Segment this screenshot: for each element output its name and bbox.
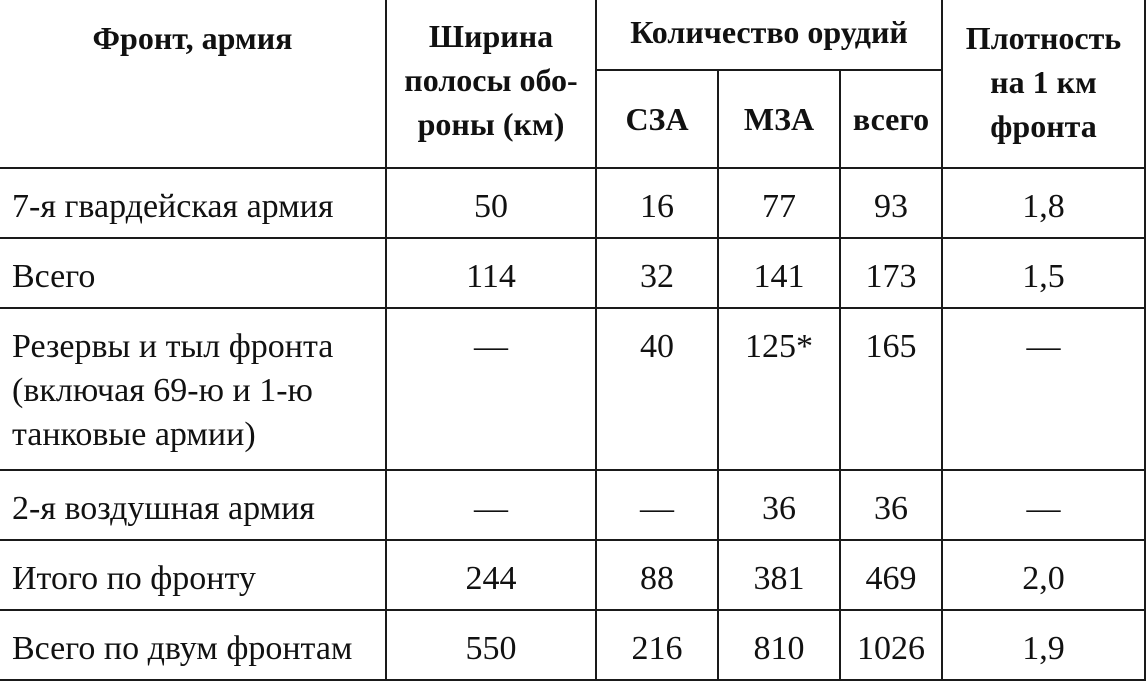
- table-row: [0, 540, 1145, 610]
- table-row: [0, 308, 1145, 470]
- row-name-line: Резервы и тыл фронта: [12, 328, 334, 365]
- header-sza: СЗА: [596, 70, 718, 168]
- header-defense-width-line-2: полосы обо-: [404, 62, 578, 98]
- header-front-army: Фронт, армия: [0, 0, 386, 168]
- header-density-line-1: Плотность: [965, 20, 1122, 56]
- row-name: [0, 238, 386, 308]
- cell-density: —: [942, 308, 1145, 470]
- cell-width: —: [386, 470, 596, 540]
- row-name-line: танковые армии): [12, 416, 256, 453]
- cell-total: 1026: [840, 610, 942, 680]
- row-name-line: 2-я воздушная армия: [12, 490, 315, 527]
- row-name: [0, 168, 386, 238]
- cell-sza: 16: [596, 168, 718, 238]
- cell-width: 114: [386, 238, 596, 308]
- row-name-line: Итого по фронту: [12, 560, 256, 597]
- header-density-line-3: фронта: [990, 108, 1097, 144]
- cell-width: 50: [386, 168, 596, 238]
- row-name: [0, 540, 386, 610]
- cell-total: 173: [840, 238, 942, 308]
- cell-sza: 88: [596, 540, 718, 610]
- header-defense-width: [386, 0, 596, 168]
- cell-total: 469: [840, 540, 942, 610]
- cell-mza: 381: [718, 540, 840, 610]
- row-name-line: (включая 69-ю и 1-ю: [12, 372, 313, 409]
- cell-total: 36: [840, 470, 942, 540]
- row-name: [0, 470, 386, 540]
- header-density-line-2: на 1 км: [990, 64, 1097, 100]
- cell-mza: 141: [718, 238, 840, 308]
- header-total: всего: [840, 70, 942, 168]
- row-name: [0, 610, 386, 680]
- row-name-line: Всего по двум фронтам: [12, 630, 353, 667]
- cell-mza: 77: [718, 168, 840, 238]
- table-row: [0, 238, 1145, 308]
- cell-total: 165: [840, 308, 942, 470]
- cell-sza: 216: [596, 610, 718, 680]
- table-row: [0, 610, 1145, 680]
- table-row: [0, 470, 1145, 540]
- header-density: [942, 0, 1145, 168]
- header-gun-count: Количество орудий: [596, 0, 942, 70]
- cell-mza: 810: [718, 610, 840, 680]
- cell-width: 550: [386, 610, 596, 680]
- cell-sza: —: [596, 470, 718, 540]
- cell-sza: 32: [596, 238, 718, 308]
- cell-mza: 125*: [718, 308, 840, 470]
- header-defense-width-line-3: роны (км): [417, 106, 565, 142]
- cell-density: 1,8: [942, 168, 1145, 238]
- cell-density: —: [942, 470, 1145, 540]
- row-name-line: Всего: [12, 258, 96, 295]
- cell-sza: 40: [596, 308, 718, 470]
- header-mza: МЗА: [718, 70, 840, 168]
- cell-mza: 36: [718, 470, 840, 540]
- table-row: [0, 168, 1145, 238]
- cell-width: —: [386, 308, 596, 470]
- cell-total: 93: [840, 168, 942, 238]
- cell-density: 1,5: [942, 238, 1145, 308]
- row-name: [0, 308, 386, 470]
- header-defense-width-line-1: Ширина: [428, 18, 554, 54]
- cell-density: 1,9: [942, 610, 1145, 680]
- cell-density: 2,0: [942, 540, 1145, 610]
- cell-width: 244: [386, 540, 596, 610]
- row-name-line: 7-я гвардейская армия: [12, 188, 334, 225]
